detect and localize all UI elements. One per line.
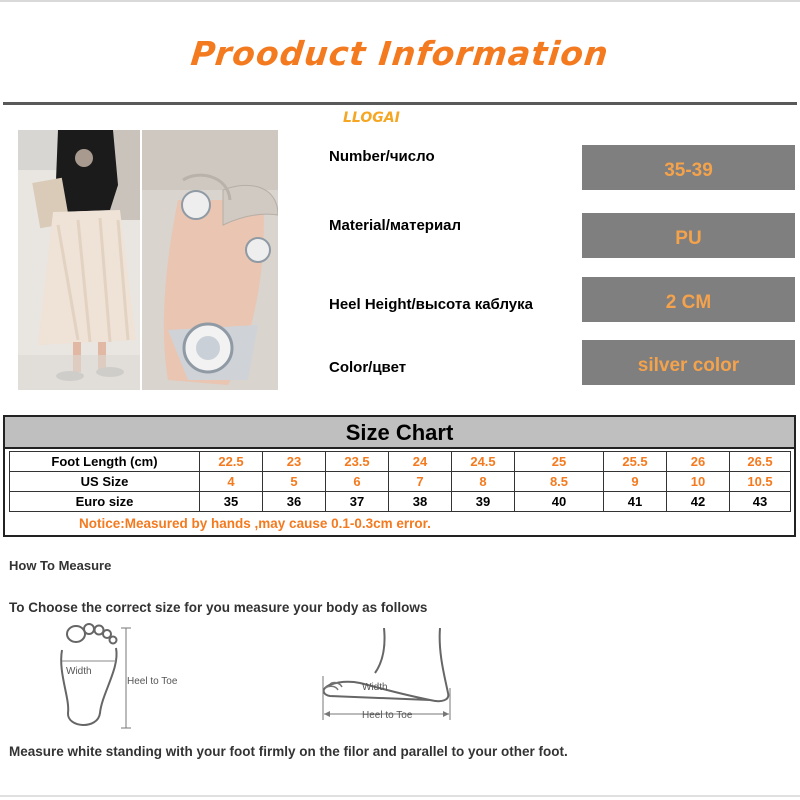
table-cell: 40 [515, 492, 604, 512]
measure-instruction: To Choose the correct size for you measure your body as follows [9, 600, 428, 615]
table-cell: 41 [604, 492, 667, 512]
table-cell: 5 [263, 472, 326, 492]
row-label: US Size [10, 472, 200, 492]
spec-value-material: PU [582, 213, 795, 258]
table-cell: 25 [515, 452, 604, 472]
table-cell: 42 [667, 492, 730, 512]
heel-to-toe-label: Heel to Toe [127, 676, 178, 687]
bottom-rule [0, 795, 800, 797]
measure-footer-note: Measure white standing with your foot firmly on the filor and parallel to your other foot. [9, 744, 568, 759]
spec-value-number: 35-39 [582, 145, 795, 190]
foot-side-diagram [320, 628, 460, 728]
table-cell: 10.5 [730, 472, 791, 492]
brand-label: LLOGAI [343, 110, 400, 126]
table-cell: 4 [200, 472, 263, 492]
table-row-foot-length [10, 452, 791, 472]
table-row-us-size [10, 472, 791, 492]
table-cell: 22.5 [200, 452, 263, 472]
table-cell: 37 [326, 492, 389, 512]
row-label: Euro size [10, 492, 200, 512]
table-cell: 8.5 [515, 472, 604, 492]
table-cell: 23 [263, 452, 326, 472]
table-row-euro-size [10, 492, 791, 512]
table-cell: 9 [604, 472, 667, 492]
table-cell: 38 [389, 492, 452, 512]
how-to-measure-heading: How To Measure [9, 558, 112, 573]
product-photo-image [18, 130, 278, 390]
side-heel-to-toe-label: Heel to Toe [362, 710, 413, 721]
spec-label-heel-height: Heel Height/высота каблука [329, 296, 533, 313]
table-cell: 39 [452, 492, 515, 512]
table-cell: 25.5 [604, 452, 667, 472]
table-cell: 23.5 [326, 452, 389, 472]
row-label: Foot Length (cm) [10, 452, 200, 472]
width-label: Width [66, 666, 92, 677]
table-cell: 7 [389, 472, 452, 492]
size-chart-notice: Notice:Measured by hands ,may cause 0.1-0.3cm error. [79, 516, 431, 531]
header [0, 22, 800, 86]
table-cell: 36 [263, 492, 326, 512]
size-chart [3, 415, 796, 537]
spec-label-color: Color/цвет [329, 359, 407, 376]
table-cell: 24 [389, 452, 452, 472]
top-rule [0, 0, 800, 2]
table-cell: 35 [200, 492, 263, 512]
table-cell: 24.5 [452, 452, 515, 472]
product-photo [18, 130, 278, 390]
table-cell: 26.5 [730, 452, 791, 472]
table-cell: 8 [452, 472, 515, 492]
spec-value-color: silver color [582, 340, 795, 385]
spec-label-number: Number/число [329, 148, 435, 165]
size-chart-title: Size Chart [5, 417, 794, 449]
spec-value-heel-height: 2 CM [582, 277, 795, 322]
spec-label-material: Material/материал [329, 217, 462, 234]
side-width-label: Width [362, 682, 388, 693]
table-cell: 6 [326, 472, 389, 492]
size-chart-table [9, 451, 791, 512]
page-title: Prooduct Information [189, 34, 611, 73]
table-cell: 26 [667, 452, 730, 472]
table-cell: 43 [730, 492, 791, 512]
header-divider [3, 102, 797, 105]
table-cell: 10 [667, 472, 730, 492]
foot-top-diagram [50, 618, 210, 733]
